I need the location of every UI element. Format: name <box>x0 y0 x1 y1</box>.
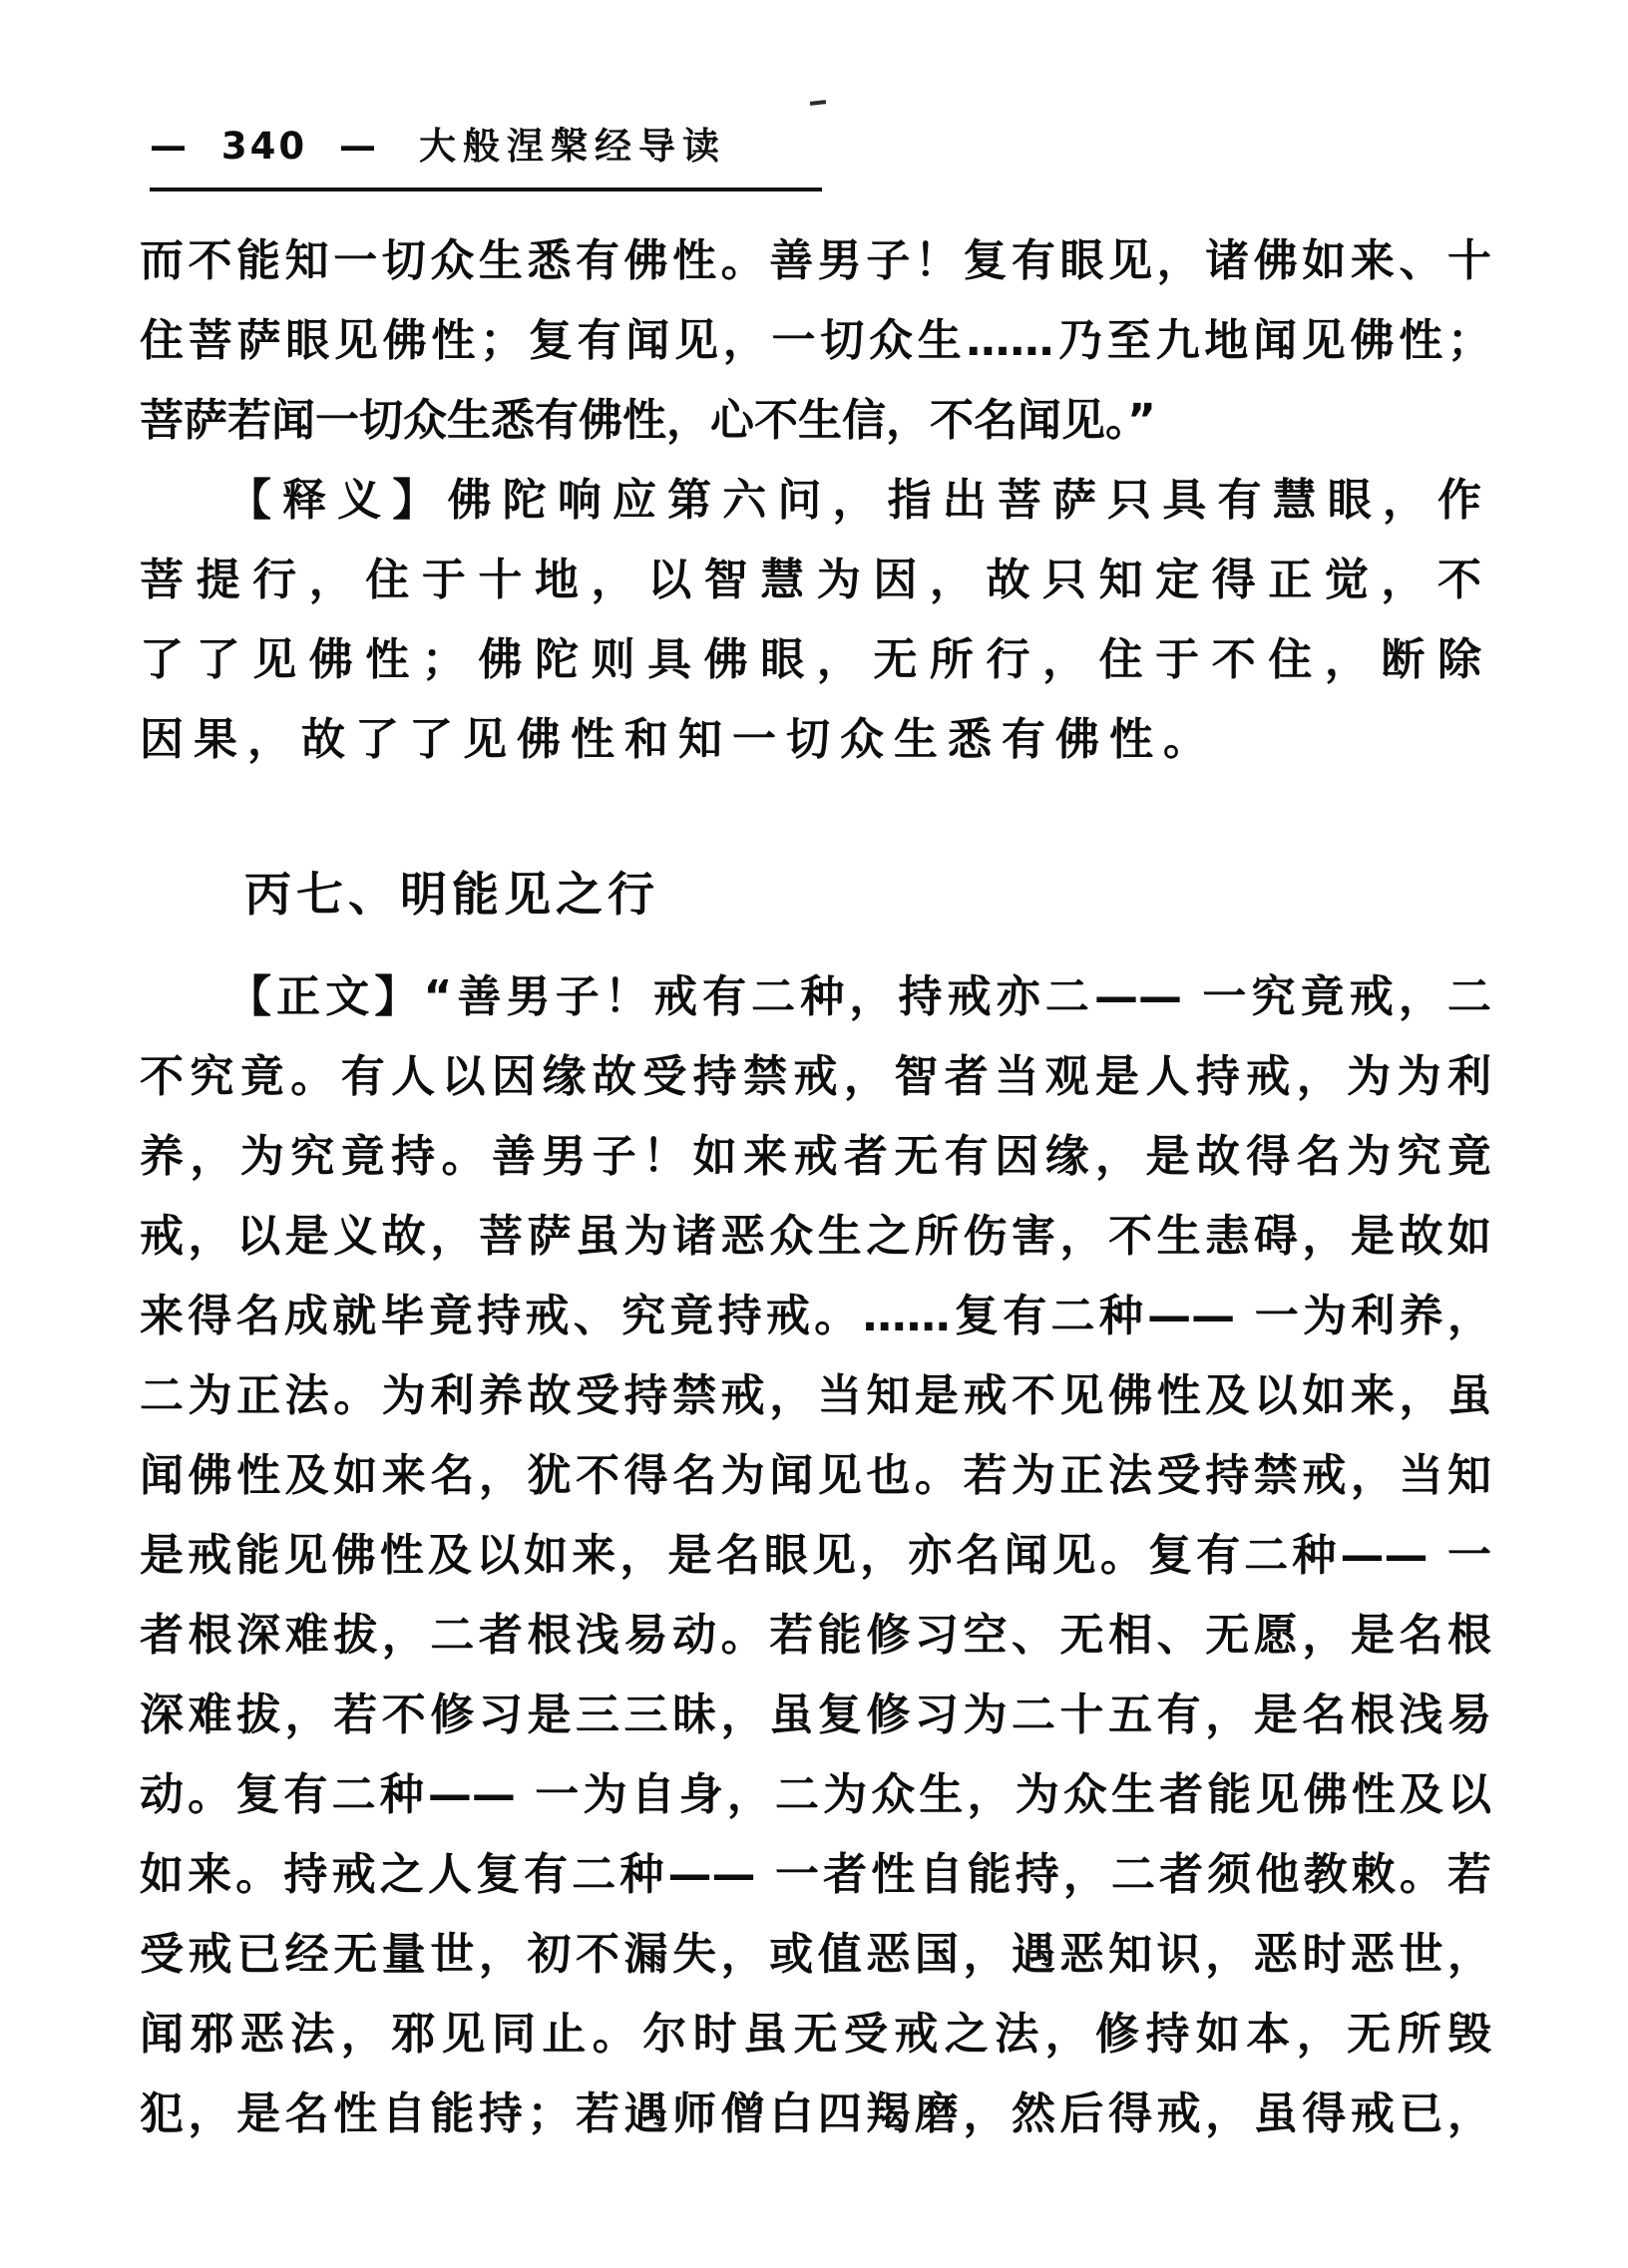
text-line: 【释义】佛陀响应第六问，指出菩萨只具有慧眼，作 <box>227 475 1491 526</box>
page-number: — 340 — <box>150 125 379 168</box>
paragraph-quote-continuation <box>140 221 1491 461</box>
text-line: 深难拔，若不修习是三三昧，虽复修习为二十五有，是名根浅易 <box>140 1690 1491 1740</box>
paragraph-shiyi-commentary <box>140 461 1491 780</box>
text-line: 者根深难拔，二者根浅易动。若能修习空、无相、无愿，是名根 <box>140 1610 1491 1661</box>
page-header <box>150 116 822 191</box>
text-line: 来得名成就毕竟持戒、究竟持戒。……复有二种—— 一为利养， <box>140 1291 1491 1341</box>
book-title: 大般涅槃经导读 <box>419 125 726 168</box>
text-line: 受戒已经无量世，初不漏失，或值恶国，遇恶知识，恶时恶世， <box>140 1929 1491 1980</box>
section-heading: 丙七、明能见之行 <box>244 868 659 923</box>
text-line: 住菩萨眼见佛性；复有闻见，一切众生……乃至九地闻见佛性； <box>140 315 1491 366</box>
text-line: 二为正法。为利养故受持禁戒，当知是戒不见佛性及以如来，虽 <box>140 1370 1491 1421</box>
text-line: 了了见佛性；佛陀则具佛眼，无所行，住于不住，断除 <box>140 634 1491 685</box>
paragraph-zhengwen-scripture <box>140 957 1491 2154</box>
text-line: 菩萨若闻一切众生悉有佛性，心不生信，不名闻见。” <box>140 395 1156 446</box>
text-line: 闻佛性及如来名，犹不得名为闻见也。若为正法受持禁戒，当知 <box>140 1450 1491 1501</box>
text-line: 动。复有二种—— 一为自身，二为众生，为众生者能见佛性及以 <box>140 1769 1491 1820</box>
text-line: 菩提行，住于十地，以智慧为因，故只知定得正觉，不 <box>140 555 1491 605</box>
text-line: 戒，以是义故，菩萨虽为诸恶众生之所伤害，不生恚碍，是故如 <box>140 1211 1491 1262</box>
text-line: 养，为究竟持。善男子！如来戒者无有因缘，是故得名为究竟 <box>140 1131 1491 1182</box>
text-line: 因果，故了了见佛性和知一切众生悉有佛性。 <box>140 714 1217 765</box>
text-line: 而不能知一切众生悉有佛性。善男子！复有眼见，诸佛如来、十 <box>140 235 1491 286</box>
body-text <box>140 221 1491 2154</box>
text-line: 闻邪恶法，邪见同止。尔时虽无受戒之法，修持如本，无所毁 <box>140 2009 1491 2060</box>
text-line: 不究竟。有人以因缘故受持禁戒，智者当观是人持戒，为为利 <box>140 1051 1491 1102</box>
text-line: 犯，是名性自能持；若遇师僧白四羯磨，然后得戒，虽得戒已， <box>140 2088 1491 2139</box>
text-line: 如来。持戒之人复有二种—— 一者性自能持，二者须他教敕。若 <box>140 1849 1491 1900</box>
text-line: 【正文】“善男子！戒有二种，持戒亦二—— 一究竟戒，二 <box>227 971 1491 1022</box>
text-line: 是戒能见佛性及以如来，是名眼见，亦名闻见。复有二种—— 一 <box>140 1530 1491 1581</box>
scan-artifact <box>810 100 826 106</box>
